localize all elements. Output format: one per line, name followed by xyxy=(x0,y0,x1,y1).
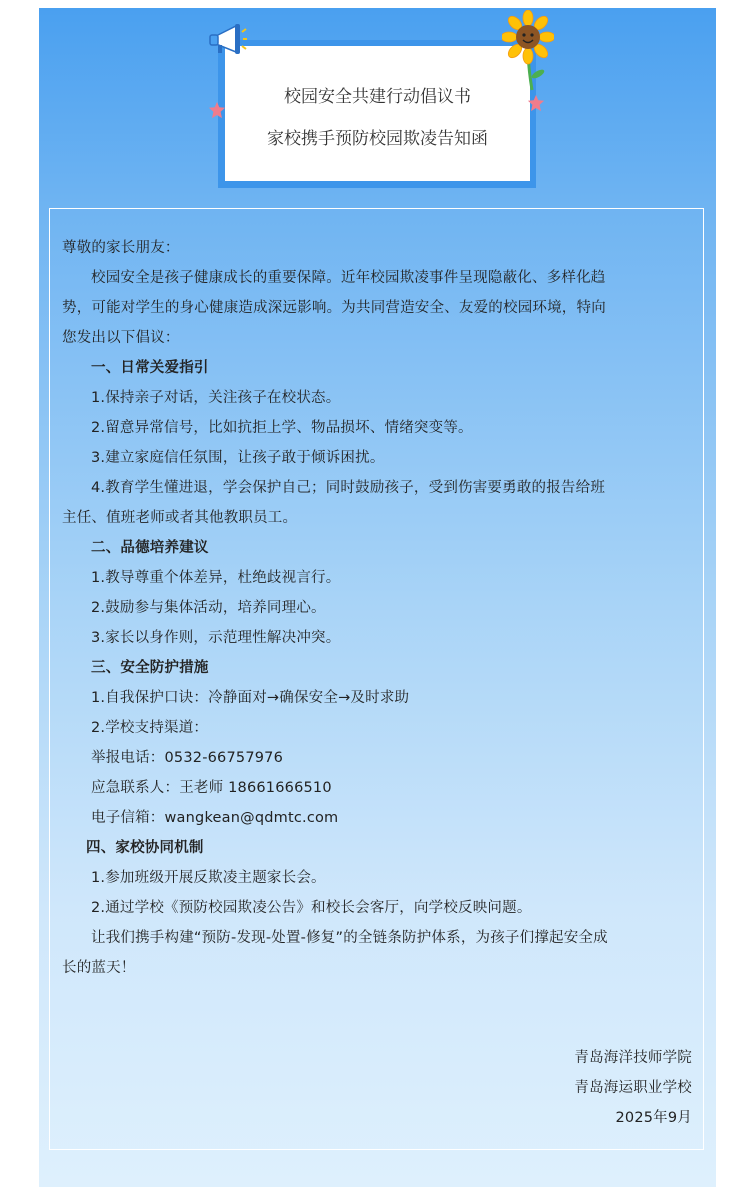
closing-paragraph-line: 长的蓝天！ xyxy=(62,960,136,976)
list-item: 3.建立家庭信任氛围，让孩子敢于倾诉困扰。 xyxy=(91,450,385,466)
sunflower-icon xyxy=(502,10,554,92)
list-item: 1.自我保护口诀：冷静面对→确保安全→及时求助 xyxy=(91,690,410,706)
signature-school: 青岛海运职业学校 xyxy=(574,1080,692,1096)
list-item: 3.家长以身作则，示范理性解决冲突。 xyxy=(91,630,341,646)
list-item: 4.教育学生懂进退，学会保护自己；同时鼓励孩子，受到伤害要勇敢的报告给班 xyxy=(91,480,606,496)
intro-paragraph-line: 您发出以下倡议： xyxy=(62,330,180,346)
star-icon xyxy=(208,101,226,119)
page-title: 校园安全共建行动倡议书 xyxy=(284,87,471,107)
list-item: 1.保持亲子对话，关注孩子在校状态。 xyxy=(91,390,341,406)
intro-paragraph-line: 校园安全是孩子健康成长的重要保障。近年校园欺凌事件呈现隐蔽化、多样化趋 xyxy=(91,270,606,286)
star-icon xyxy=(527,94,545,112)
megaphone-icon xyxy=(206,22,248,58)
list-item: 2.留意异常信号，比如抗拒上学、物品损坏、情绪突变等。 xyxy=(91,420,473,436)
title-card xyxy=(225,46,530,181)
closing-paragraph-line: 让我们携手构建“预防-发现-处置-修复”的全链条防护体系，为孩子们撑起安全成 xyxy=(91,930,608,946)
report-phone: 举报电话：0532-66757976 xyxy=(91,750,284,766)
emergency-contact: 应急联系人：王老师 18661666510 xyxy=(91,780,332,796)
intro-paragraph-line: 势，可能对学生的身心健康造成深远影响。为共同营造安全、友爱的校园环境，特向 xyxy=(62,300,606,316)
greeting: 尊敬的家长朋友： xyxy=(62,240,180,256)
letter-frame xyxy=(49,208,704,1150)
section-heading: 二、品德培养建议 xyxy=(91,540,209,556)
signature-school: 青岛海洋技师学院 xyxy=(574,1050,692,1066)
page-subtitle: 家校携手预防校园欺凌告知函 xyxy=(267,129,488,149)
signature-date: 2025年9月 xyxy=(615,1110,692,1126)
list-item: 1.教导尊重个体差异，杜绝歧视言行。 xyxy=(91,570,341,586)
section-heading: 三、安全防护措施 xyxy=(91,660,209,676)
contact-email: 电子信箱：wangkean@qdmtc.com xyxy=(91,810,339,826)
list-item: 2.鼓励参与集体活动，培养同理心。 xyxy=(91,600,326,616)
list-item: 1.参加班级开展反欺凌主题家长会。 xyxy=(91,870,326,886)
section-heading: 四、家校协同机制 xyxy=(86,840,204,856)
list-item: 2.通过学校《预防校园欺凌公告》和校长会客厅，向学校反映问题。 xyxy=(91,900,532,916)
list-item: 2.学校支持渠道： xyxy=(91,720,209,736)
section-heading: 一、日常关爱指引 xyxy=(91,360,209,376)
list-item: 主任、值班老师或者其他教职员工。 xyxy=(62,510,298,526)
